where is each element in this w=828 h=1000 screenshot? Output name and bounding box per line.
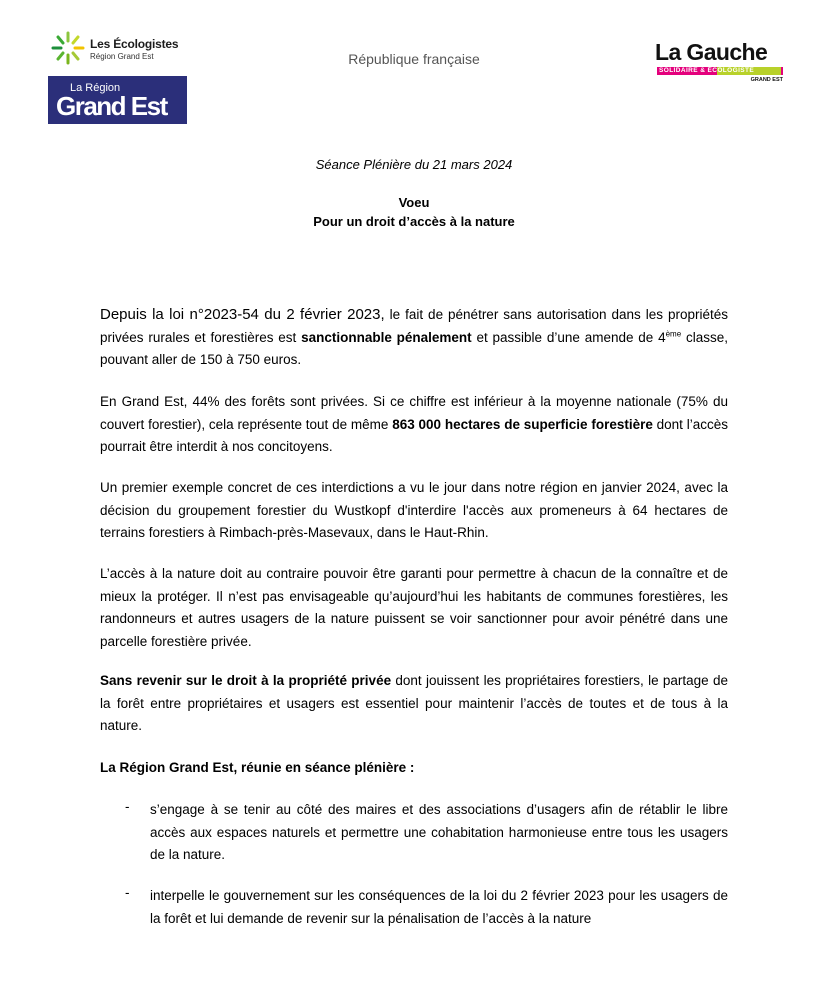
p5-rest: dont jouissent les propriétaires forestiers, le partage de la forêt entre propriétaires et usagers est essentiel pour maintenir l’accès de toutes et de tous à la nature.	[100, 673, 728, 733]
paragraph-4: L’accès à la nature doit au contraire pouvoir être garanti pour permettre à chacun de la connaître et de mieux la protéger. Il n’est pas envisageable qu’aujourd’hui les habitants de communes forestières, les randonneurs et autres usagers de la nature puissent se voir sanctionner pour avoir pénétré dans une parcelle forestière privée.	[100, 566, 728, 649]
p1-part-b: et passible d’une amende de 4	[471, 329, 666, 345]
decision-item-2: interpelle le gouvernement sur les conséquences de la loi du 2 février 2023 pour les usagers de la forêt et lui demande de revenir sur la pénalisation de l’accès à la nature	[150, 888, 728, 926]
republique-francaise-label: République française	[348, 51, 480, 67]
p5-bold: Sans revenir sur le droit à la propriété privée	[100, 673, 392, 688]
region-small-label: La Région	[70, 82, 121, 94]
gauche-title: La Gauche	[655, 39, 768, 65]
p2-part-b: dont l’accès pourrait être interdit à nos concitoyens.	[100, 416, 728, 454]
voeu-label: Voeu	[398, 195, 430, 210]
gauche-region: GRAND EST	[750, 77, 783, 83]
p1-sup: ème	[665, 329, 682, 338]
region-big-label: Grand Est	[56, 91, 167, 121]
region-grand-est-logo	[48, 76, 187, 124]
decision-heading: La Région Grand Est, réunie en séance plénière :	[100, 760, 415, 775]
p1-part-a: le fait de pénétrer sans autorisation dans les propriétés privées rurales et forestières est	[100, 307, 728, 345]
ecologistes-title: Les Écologistes	[90, 37, 179, 51]
paragraph-1	[100, 304, 728, 372]
bullet-dash-1: -	[125, 799, 130, 814]
paragraph-3: Un premier exemple concret de ces interdictions a vu le jour dans notre région en janvier 2024, avec la décision du groupement forestier du Wustkopf d'interdire l'accès aux promeneurs à 64 hectares de terrains forestiers à Rimbach-près-Masevaux, dans le Haut-Rhin.	[100, 480, 728, 540]
p1-lead: Depuis la loi n°2023-54 du 2 février 2023,	[100, 306, 385, 323]
document-title: Pour un droit d’accès à la nature	[313, 214, 515, 229]
gauche-subtitle: SOLIDAIRE & ÉCOLOGISTE	[659, 67, 755, 74]
seance-date: Séance Plénière du 21 mars 2024	[315, 157, 513, 172]
ecologistes-subtitle: Région Grand Est	[90, 52, 154, 61]
p1-bold: sanctionnable pénalement	[301, 329, 472, 345]
paragraph-5	[100, 670, 728, 738]
paragraph-2	[100, 391, 728, 459]
la-gauche-logo	[655, 39, 785, 84]
p2-part-a: En Grand Est, 44% des forêts sont privées. Si ce chiffre est inférieur à la moyenne nationale (75% du couvert forestier), cela représente tout de même	[100, 394, 728, 432]
p1-part-c: classe, pouvant aller de 150 à 750 euros.	[100, 329, 728, 367]
p2-bold: 863 000 hectares de superficie forestière	[392, 416, 653, 432]
decision-item-1: s’engage à se tenir au côté des maires et des associations d’usagers afin de rétablir le libre accès aux espaces naturels et permettre une cohabitation harmonieuse entre tous les usagers de la nature.	[150, 802, 728, 862]
bullet-dash-2: -	[125, 885, 130, 900]
